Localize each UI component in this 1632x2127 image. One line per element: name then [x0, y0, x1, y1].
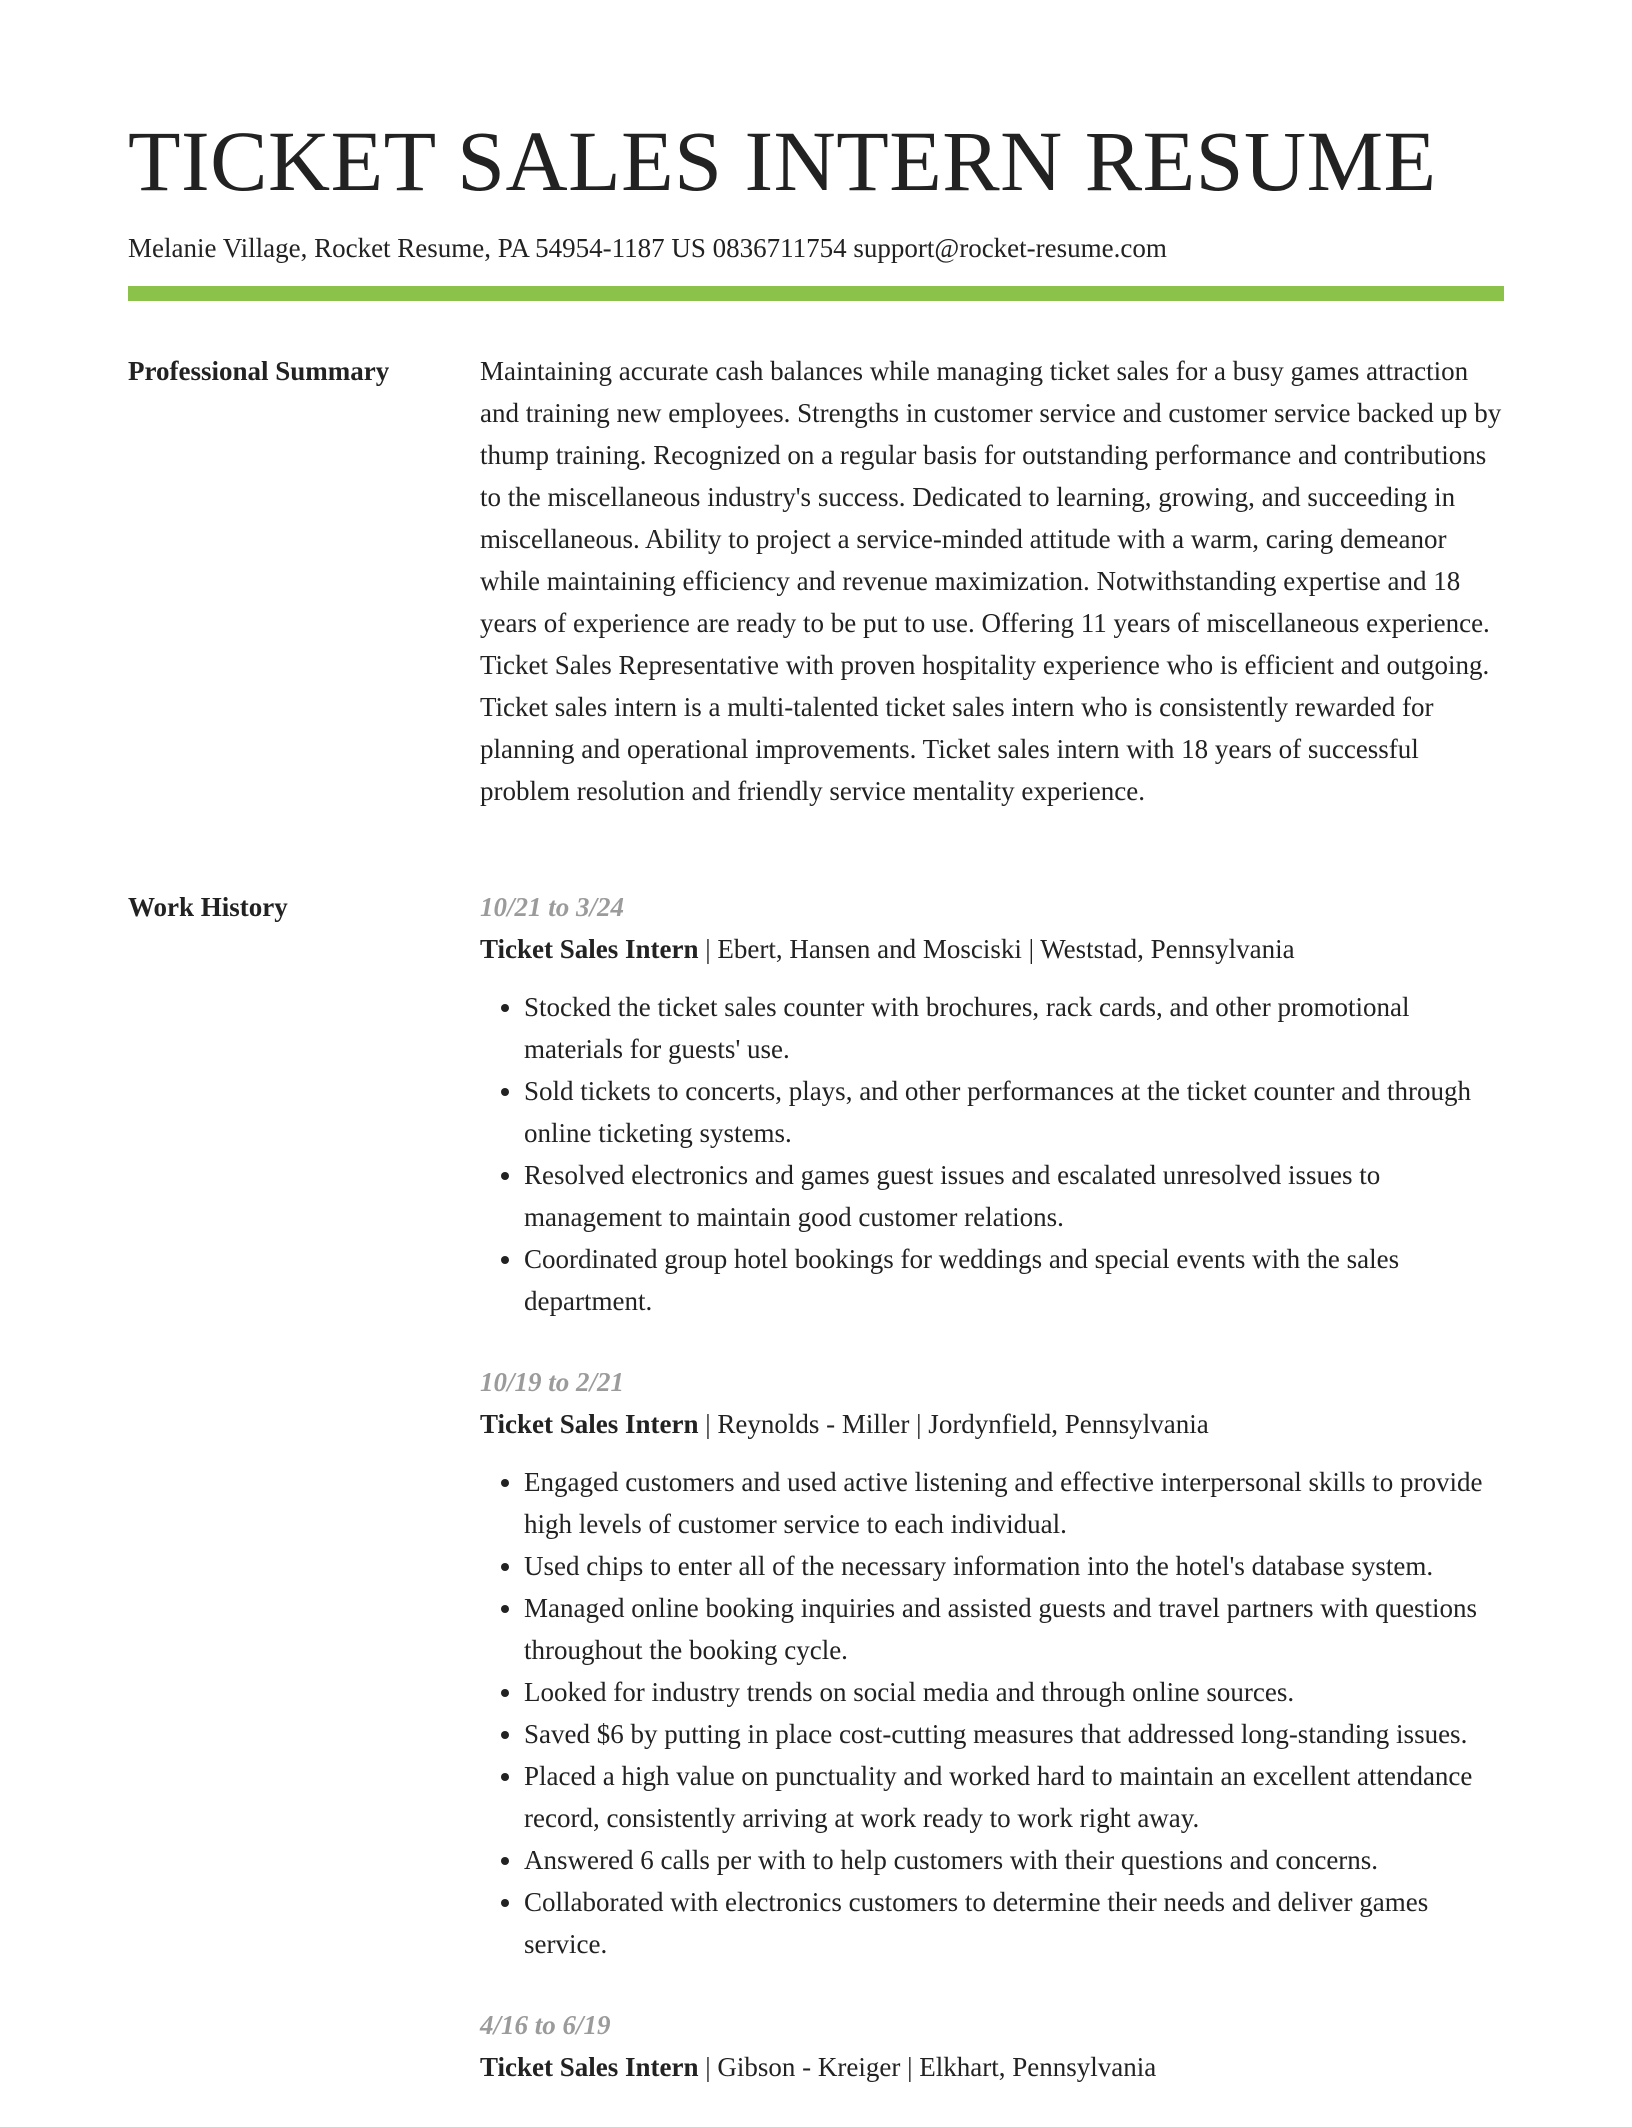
job-entry	[480, 2004, 1504, 2088]
contact-info: Melanie Village, Rocket Resume, PA 54954-1187 US 0836711754 support@rocket-resume.com	[128, 233, 1167, 263]
professional-summary-body	[480, 350, 1504, 812]
accent-divider	[128, 286, 1504, 301]
job-dates: 4/16 to 6/19	[480, 2010, 611, 2040]
job-bullet: • Used chips to enter all of the necessary information into the hotel's database system.	[524, 1545, 1504, 1587]
job-dates: 10/21 to 3/24	[480, 892, 625, 922]
job-heading	[480, 928, 1504, 970]
work-history-label: Work History	[128, 892, 288, 922]
job-bullet: • Sold tickets to concerts, plays, and other performances at the ticket counter and through online ticketing systems.	[524, 1070, 1504, 1154]
job-heading	[480, 2046, 1504, 2088]
job-bullet: • Collaborated with electronics customers to determine their needs and deliver games service.	[524, 1881, 1504, 1965]
resume-title: TICKET SALES INTERN RESUME	[128, 113, 1437, 209]
job-bullet: • Managed online booking inquiries and assisted guests and travel partners with questions throughout the booking cycle.	[524, 1587, 1504, 1671]
job-title: Ticket Sales Intern	[480, 934, 699, 964]
work-history-body	[480, 886, 1504, 2127]
job-bullet: • Looked for industry trends on social media and through online sources.	[524, 1671, 1504, 1713]
job-bullet: • Engaged customers and used active listening and effective interpersonal skills to provide high levels of customer service to each individual.	[524, 1461, 1504, 1545]
job-company-location: | Reynolds - Miller | Jordynfield, Pennsylvania	[698, 1409, 1209, 1439]
job-bullet-list	[480, 1461, 1504, 1965]
job-bullet: • Stocked the ticket sales counter with brochures, rack cards, and other promotional materials for guests' use.	[524, 986, 1504, 1070]
job-bullet: • Saved $6 by putting in place cost-cutting measures that addressed long-standing issues.	[524, 1713, 1504, 1755]
job-company-location: | Ebert, Hansen and Mosciski | Weststad, Pennsylvania	[698, 934, 1295, 964]
job-entry	[480, 1361, 1504, 1965]
job-bullet-list	[480, 986, 1504, 1322]
job-company-location: | Gibson - Kreiger | Elkhart, Pennsylvania	[698, 2052, 1157, 2082]
job-heading	[480, 1403, 1504, 1445]
job-bullet: • Answered 6 calls per with to help customers with their questions and concerns.	[524, 1839, 1504, 1881]
job-bullet: • Resolved electronics and games guest issues and escalated unresolved issues to management to maintain good customer relations.	[524, 1154, 1504, 1238]
professional-summary-text: Maintaining accurate cash balances while managing ticket sales for a busy games attraction and training new employees. Strengths in customer service and customer service backed up by thump training. Recognized on a regular basis for outstanding performance and contributions to the miscellaneous industry's success. Dedicated to learning, growing, and succeeding in miscellaneous. Ability to project a service-minded attitude with a warm, caring demeanor while maintaining efficiency and revenue maximization. Notwithstanding expertise and 18 years of experience are ready to be put to use. Offering 11 years of miscellaneous experience. Ticket Sales Representative with proven hospitality experience who is efficient and outgoing. Ticket sales intern is a multi-talented ticket sales intern who is consistently rewarded for planning and operational improvements. Ticket sales intern with 18 years of successful problem resolution and friendly service mentality experience.	[480, 356, 1502, 806]
job-bullet: • Placed a high value on punctuality and worked hard to maintain an excellent attendance record, consistently arriving at work ready to work right away.	[524, 1755, 1504, 1839]
job-dates: 10/19 to 2/21	[480, 1367, 625, 1397]
job-title: Ticket Sales Intern	[480, 2052, 699, 2082]
job-entry	[480, 886, 1504, 1322]
job-title: Ticket Sales Intern	[480, 1409, 699, 1439]
professional-summary-label: Professional Summary	[128, 356, 390, 386]
job-bullet: • Coordinated group hotel bookings for weddings and special events with the sales department.	[524, 1238, 1504, 1322]
